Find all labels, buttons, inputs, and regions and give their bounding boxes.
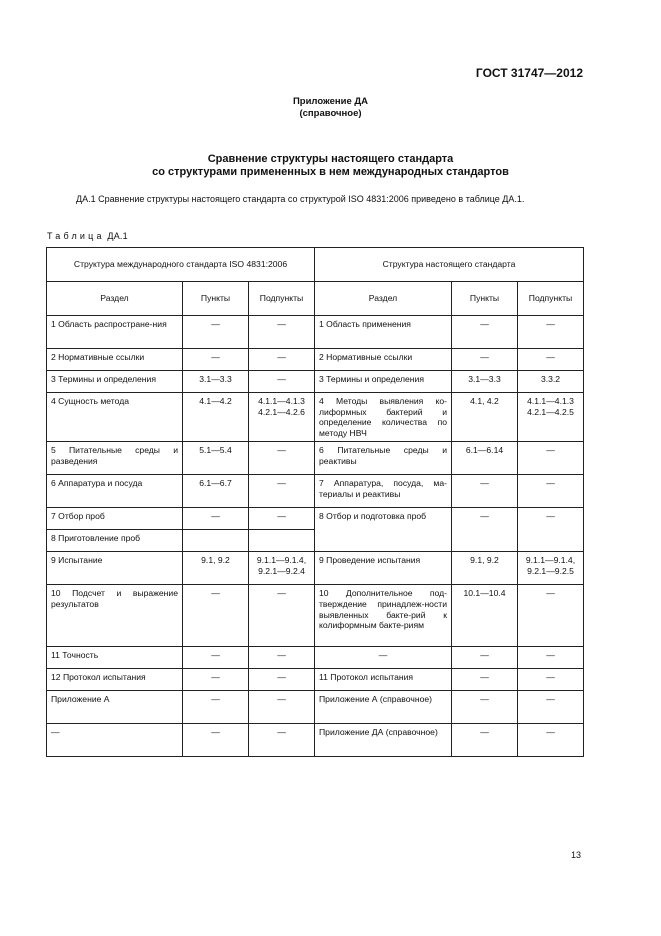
- annex-status: (справочное): [299, 108, 362, 119]
- left-points-cell: 3.1—3.3: [183, 371, 249, 393]
- right-points-cell: —: [452, 508, 518, 552]
- right-points-cell: 6.1—6.14: [452, 442, 518, 475]
- left-points-cell: 9.1, 9.2: [183, 552, 249, 585]
- right-subpoints-cell: 4.1.1—4.1.3 4.2.1—4.2.5: [518, 393, 584, 442]
- left-points-cell: —: [183, 508, 249, 530]
- right-section-cell: —: [315, 647, 452, 669]
- left-section-cell: 10 Подсчет и выражение результатов: [47, 585, 183, 647]
- left-section-cell: —: [47, 724, 183, 757]
- left-points-cell: 5.1—5.4: [183, 442, 249, 475]
- left-section-cell: 1 Область распростране-ния: [47, 316, 183, 349]
- right-points-cell: 9.1, 9.2: [452, 552, 518, 585]
- right-points-cell: —: [452, 316, 518, 349]
- right-section-cell: 7 Аппаратура, посуда, ма-териалы и реактивы: [315, 475, 452, 508]
- right-subpoints-cell: —: [518, 585, 584, 647]
- right-subpoints-cell: —: [518, 724, 584, 757]
- table-row: [47, 442, 584, 475]
- left-points-cell: —: [183, 669, 249, 691]
- table-row: [47, 647, 584, 669]
- table-row: [47, 669, 584, 691]
- right-section-cell: Приложение ДА (справочное): [315, 724, 452, 757]
- table-caption: [47, 231, 128, 241]
- left-section-cell: 6 Аппаратура и посуда: [47, 475, 183, 508]
- left-points-cell: 6.1—6.7: [183, 475, 249, 508]
- annex-title: Приложение ДА: [292, 96, 369, 107]
- comparison-table: [46, 247, 584, 757]
- left-section-cell: 2 Нормативные ссылки: [47, 349, 183, 371]
- left-section-cell: 5 Питательные среды и разведения: [47, 442, 183, 475]
- group-header-right: Структура настоящего стандарта: [315, 248, 584, 282]
- right-points-cell: —: [452, 691, 518, 724]
- col-header-left-points: Пункты: [183, 282, 249, 316]
- right-section-cell: 6 Питательные среды и реактивы: [315, 442, 452, 475]
- right-section-cell: 9 Проведение испытания: [315, 552, 452, 585]
- col-header-left-subpoints: Подпункты: [249, 282, 315, 316]
- table-row: [47, 552, 584, 585]
- left-subpoints-cell: [249, 530, 315, 552]
- right-subpoints-cell: —: [518, 508, 584, 552]
- col-header-right-points: Пункты: [452, 282, 518, 316]
- left-section-cell: 4 Сущность метода: [47, 393, 183, 442]
- left-subpoints-cell: —: [249, 475, 315, 508]
- right-points-cell: —: [452, 647, 518, 669]
- left-section-cell: Приложение А: [47, 691, 183, 724]
- left-section-cell: 12 Протокол испытания: [47, 669, 183, 691]
- right-section-cell: 10 Дополнительное под-тверждение принадлеж-ности выявленных бакте-рий к колиформным бакте-риям: [315, 585, 452, 647]
- table-row: [47, 691, 584, 724]
- page-number: 13: [570, 850, 581, 860]
- right-section-cell: 1 Область применения: [315, 316, 452, 349]
- table-row: [47, 508, 584, 530]
- right-subpoints-cell: —: [518, 691, 584, 724]
- left-subpoints-cell: 4.1.1—4.1.3 4.2.1—4.2.6: [249, 393, 315, 442]
- left-subpoints-cell: —: [249, 585, 315, 647]
- right-section-cell: Приложение А (справочное): [315, 691, 452, 724]
- heading-line-2: со структурами примененных в нем международных стандартов: [152, 166, 509, 178]
- right-section-cell: 4 Методы выявления ко-лиформных бактерий и определение количества по методу НВЧ: [315, 393, 452, 442]
- left-section-cell: 9 Испытание: [47, 552, 183, 585]
- right-points-cell: 10.1—10.4: [452, 585, 518, 647]
- left-section-cell: 11 Точность: [47, 647, 183, 669]
- col-header-right-section: Раздел: [315, 282, 452, 316]
- left-points-cell: [183, 530, 249, 552]
- left-points-cell: —: [183, 647, 249, 669]
- left-subpoints-cell: 9.1.1—9.1.4, 9.2.1—9.2.4: [249, 552, 315, 585]
- left-points-cell: —: [183, 691, 249, 724]
- right-subpoints-cell: —: [518, 349, 584, 371]
- table-row: [47, 585, 584, 647]
- right-subpoints-cell: —: [518, 647, 584, 669]
- left-points-cell: —: [183, 349, 249, 371]
- table-row: [47, 724, 584, 757]
- table-row: [47, 393, 584, 442]
- document-code: ГОСТ 31747—2012: [475, 66, 583, 80]
- left-points-cell: —: [183, 316, 249, 349]
- left-section-cell: 7 Отбор проб: [47, 508, 183, 530]
- right-points-cell: —: [452, 475, 518, 508]
- table-body: [47, 248, 584, 757]
- right-points-cell: —: [452, 669, 518, 691]
- right-points-cell: —: [452, 349, 518, 371]
- right-subpoints-cell: —: [518, 475, 584, 508]
- right-points-cell: —: [452, 724, 518, 757]
- left-points-cell: —: [183, 724, 249, 757]
- right-subpoints-cell: —: [518, 669, 584, 691]
- col-header-right-subpoints: Подпункты: [518, 282, 584, 316]
- left-subpoints-cell: —: [249, 724, 315, 757]
- left-points-cell: —: [183, 585, 249, 647]
- col-header-left-section: Раздел: [47, 282, 183, 316]
- right-section-cell: 2 Нормативные ссылки: [315, 349, 452, 371]
- right-subpoints-cell: —: [518, 442, 584, 475]
- left-subpoints-cell: —: [249, 508, 315, 530]
- right-subpoints-cell: 3.3.2: [518, 371, 584, 393]
- table-row: [47, 349, 584, 371]
- left-subpoints-cell: —: [249, 371, 315, 393]
- section-heading: [0, 153, 661, 179]
- table-caption-word: Таблица: [47, 231, 105, 241]
- left-section-cell: 3 Термины и определения: [47, 371, 183, 393]
- right-section-cell: 3 Термины и определения: [315, 371, 452, 393]
- left-points-cell: 4.1—4.2: [183, 393, 249, 442]
- left-subpoints-cell: —: [249, 669, 315, 691]
- group-header-left: Структура международного стандарта ISO 4831:2006: [47, 248, 315, 282]
- group-header-row: [47, 248, 584, 282]
- heading-line-1: Сравнение структуры настоящего стандарта: [207, 153, 454, 165]
- right-points-cell: 4.1, 4.2: [452, 393, 518, 442]
- table-caption-id: ДА.1: [107, 231, 128, 241]
- table-row: [47, 316, 584, 349]
- left-subpoints-cell: —: [249, 442, 315, 475]
- left-subpoints-cell: —: [249, 316, 315, 349]
- right-subpoints-cell: —: [518, 316, 584, 349]
- table-row: [47, 475, 584, 508]
- right-section-cell: 11 Протокол испытания: [315, 669, 452, 691]
- annex-title-block: [0, 96, 661, 120]
- left-subpoints-cell: —: [249, 691, 315, 724]
- right-subpoints-cell: 9.1.1—9.1.4, 9.2.1—9.2.5: [518, 552, 584, 585]
- column-header-row: [47, 282, 584, 316]
- right-section-cell: 8 Отбор и подготовка проб: [315, 508, 452, 552]
- left-section-cell: 8 Приготовление проб: [47, 530, 183, 552]
- left-subpoints-cell: —: [249, 349, 315, 371]
- intro-paragraph: ДА.1 Сравнение структуры настоящего стандарта со структурой ISO 4831:2006 приведено в таблице ДА.1.: [76, 194, 525, 204]
- left-subpoints-cell: —: [249, 647, 315, 669]
- right-points-cell: 3.1—3.3: [452, 371, 518, 393]
- table-row: [47, 371, 584, 393]
